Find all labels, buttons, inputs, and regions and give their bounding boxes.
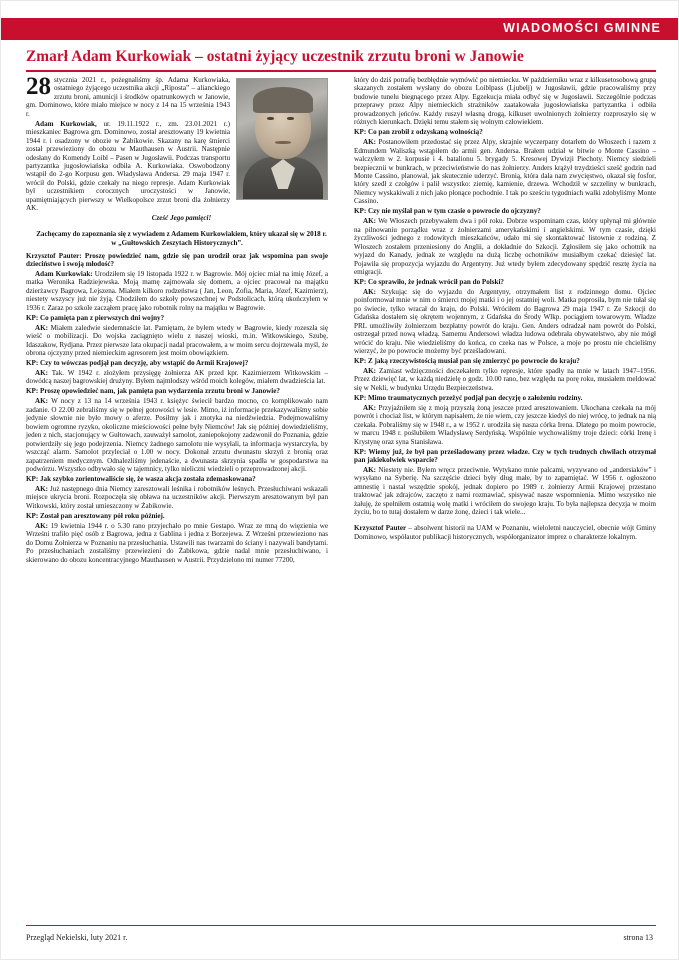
section-title: WIADOMOŚCI GMINNE (503, 21, 661, 35)
answer-text: Urodziłem się 19 listopada 1922 r. w Bagrowie. Mój ojciec miał na imię Józef, a matka Weronika Radziejewska. Moją mamę zajmowała się domem, a ojciec pracował na majątku dzierżawcy Bagrowa, Lejszena. Miałem kilkoro rodzeństwa ( Jan, Leon, Zofia, Maria, Józef, Kazimierz), niestety wszyscy już nie żyją. Chodziłem do szkoły powszechnej w Podstolicach, którą ukończyłem w 1936 r. Zaraz po szkole zacząłem pracę jako robotnik rolny na majątku w Bagrowie. (26, 270, 328, 312)
memorial-line: Cześć Jego pamięci! (151, 214, 212, 223)
author-name: Krzysztof Pauter (354, 524, 407, 533)
answer-speaker: AK: (363, 217, 377, 226)
answer-text: Przyjaźniłem się z moją przyszłą żoną jeszcze przed aresztowaniem. Ukochana czekała na mój powrót i chociaż list, w którym napisałem, że nie wiem, czy jeszcze kiedyś do niej wrócę, to jednak na nią czekała. Pobraliśmy się w 1948 r., a w 1952 r. urodziła się nasza córka Irena. Dlatego po moim powrocie, w marcu 1948 r. poślubiłem Władysławę Serdyńską. Wspólnie wychowaliśmy troje dzieci: córki Irenę i Krystynę oraz syna Stanisława. (354, 403, 656, 446)
question: KP: Z jaką rzeczywistością musiał pan się zmierzyć po powrocie do kraju? (354, 357, 580, 365)
answer-speaker: AK: (35, 369, 49, 377)
question: KP: Co pamięta pan z pierwszych dni wojny? (26, 313, 165, 322)
answer (26, 522, 328, 564)
author-bio-text: – absolwent historii na UAM w Poznaniu, wieloletni nauczyciel, obecnie wójt Gminy Dominowo, współautor publikacji historycznych, współorganizator imprez o charakterze lokalnym. (354, 524, 656, 541)
answer (354, 367, 656, 392)
lead-text: stycznia 2021 r., pożegnaliśmy śp. Adama Kurkowiaka, ostatniego żyjącego uczestnika akcji „Riposta” – alianckiego zrzutu broni, amunicji i środków opatrunkowych w Janowie, gm. Dominowo, które miało miejsce w nocy z 14 na 15 września 1943 r. (26, 76, 230, 118)
left-column (26, 73, 328, 565)
answer (26, 270, 328, 312)
portrait-photo (236, 78, 328, 200)
answer (354, 466, 656, 517)
answer-text: 19 kwietnia 1944 r. o 5.30 rano przyjechało po mnie Gestapo. Wraz ze mną do więzienia we Wrześni trafiło pięć osób z Bagrowa, jedna z Gablina i jedna z Borzejewa. Z Wrześni przewieziono nas do Domu Żołnierza w Poznaniu na przesłuchania. Ustawili nas twarzami do ściany i nazywali bandytami. Po przesłuchaniach zostaliśmy przewiezieni do Żabikowa, gdzie nadal mnie przesłuchiwano, i skierowano do obozu koncentracyjnego Mauthausen w Austrii. Przydzielono mi numer 77200, (26, 521, 328, 564)
answer-speaker: AK: (363, 287, 377, 296)
question: KP: Co sprawiło, że jednak wrócił pan do Polski? (354, 277, 504, 286)
answer-speaker: Adam Kurkowiak: (35, 270, 93, 279)
answer (26, 324, 328, 358)
footer-divider (26, 925, 656, 926)
answer-text: W nocy z 13 na 14 września 1943 r. księżyc świecił bardzo mocno, co komplikowało nam zadanie. O 22.00 zebraliśmy się w pełnej gotowości w lesie. Mimo, iż informacje przekazywaliśmy sobie jedynie słownie nie było mowy o aferze. Posiłmy jak i znotyka na niedźwiedzia. Podejmowaliśmy bowiem ogromne ryzyko, okoliczne mieściowości pełne były Niemców! Jak się pόźniej dowiedzieliśmy, jeden z nich, stacjonujący w Gułtowach, zauważył samolot, zaniepokojony zadzwonił do Poznania, gdzie potwierdziły się jego podejrzenia. Niemcy żadnego samolotu nie wysyłali, ta informacja wystarczyła, by wszcząć alarm. Samolot przyleciał o 1.00 w nocy. Dokonał zrzutu dwunastu skrzyń z bronią oraz zapatrzeniem medycznym. Odnalezliśmy jedenaście, a dwunasta skrzynia spadła w gospodarstwa na podwórzu. Wszystko odbywało się w tajemnicy, tylko nieliczni wiedzieli o przeprowadzonej akcji. (26, 397, 328, 473)
answer-speaker: AK: (35, 484, 49, 493)
question: KP: Został pan aresztowany pół roku później. (26, 511, 165, 520)
answer (354, 217, 656, 276)
answer-text: Niestety nie. Byłem wręcz przeciwnie. Wytykano mnie palcami, wyzywano od „andersiaków” i wysyłano na Syberię. Na szczęście dzieci były dług małe, by to zapamiętać. W 1956 r. ogłoszono amnestię i nastał wszędzie spokój, jednak dopiero po 1989 r. żołnierzy Armii Krajowej przestano traktować jak zdrajców, zaczęto z nami rozmawiać, spisywać nasze wspomnienia. Mimo wszystko nie żałuję, że spełniłem ostatnią wolę matki i wróciłem do swojego kraju. To była najlepsza decyzja w moim życiu, bo to tutaj dostałem w darze żonę, dzieci i tak wiele... (354, 465, 656, 517)
answer-text: Szykując się do wyjazdu do Argentyny, otrzymałem list z rodzinnego domu. Ojciec poinformował mnie w nim o śmierci mojej matki i o jej ostatniej woli. Matka poprosiła, bym nie tułał się po świecie, tylko wracał do kraju, do Polski. Wróciłem do Bagrowa 29 maja 1947 r. Ze Szkocji do Gdańska dostałem się okrętem wojennym, z Gdańska do Środy Wlkp. pociągiem towarowym. Władze PRL umożliwiły żołnierzom bezpłatny powrót do kraju. Gen. Anders odradzał nam powrót do Polski, ostrzegał przed nową władzą. Samemu Andersowi władza ludowa odebrała obywatelstwo, aby nie mógł wrócić do kraju. Nie wiedzieliśmy do końca, co czeka nas w Polsce, a moje po prostu nie chcieliśmy wierzyć, że po powrocie możemy być prześladowani. (354, 287, 656, 356)
page-title: Zmarł Adam Kurkowiak – ostatni żyjący uczestnik zrzutu broni w Janowie (26, 48, 524, 65)
article-columns (26, 73, 656, 916)
right-column (354, 76, 656, 543)
answer-speaker: AK: (363, 366, 377, 375)
question: KP: Czy to wówczas podjął pan decyzję, aby wstąpić do Armii Krajowej? (26, 359, 249, 368)
answer-text: Już następnego dnia Niemcy zaresztowali leśnika i robotników leśnych. Przesłuchiwani wskazali miejsce ukrycia broni. Rozpoczęła się obława na uczestników akcji. Pierwszym aresztowanym był pan Witkowski, który został umieszczony w Żabikowie. (26, 484, 328, 510)
answer (354, 138, 656, 206)
answer-speaker: AK: (363, 138, 377, 147)
title-divider (26, 70, 656, 72)
footer-publication: Przegląd Nekielski, luty 2021 r. (26, 933, 128, 942)
answer-speaker: AK: (35, 521, 49, 530)
answer (26, 485, 328, 510)
question: Krzysztof Pauter: Proszę powiedzieć nam, gdzie się pan urodził oraz jak wspomina pan swoje dzieciństwo i swoją młodość? (26, 251, 328, 269)
header-band (0, 18, 679, 40)
question: KP: Czy nie myślał pan w tym czasie o powrocie do ojczyzny? (354, 207, 541, 216)
answer-speaker: AK: (363, 403, 377, 412)
question: KP: Wiemy już, że był pan prześladowany przez władze. Czy w tych trudnych chwilach otrzymał pan jakiekolwiek wsparcie? (354, 447, 656, 464)
question: KP: Proszę opowiedzieć nam, jak pamięta pan wydarzenia zrzutu broni w Janowie? (26, 387, 280, 396)
dropcap: 28 (26, 73, 51, 100)
question: KP: Mimo traumatycznych przeżyć podjął pan decyzję o założeniu rodziny. (354, 393, 583, 402)
answer (354, 288, 656, 356)
question: KP: Jak szybko zorientowaliście się, że wasza akcja została zdemaskowana? (26, 474, 256, 483)
answer-speaker: AK: (363, 465, 377, 474)
answer (354, 404, 656, 446)
continuation-paragraph: który do dziś potrafię bezbłędnie wymówić po niemiecku. W październiku wraz z kilkusetosobową grupą skazanych zostałem wysłany do obozu Loiblpass (Ljubelj) w Jugosławii, gdzie pracowaliśmy przy budowie tunelu biegnącego przez Alpy. Egzekucja miała odbyć się w Jugosławii. Szczególnie podczas przeprawy przez Alpy niemieckich strażników zaatakowała jugosłowiańska partyzantka i odbiła prowadzonych jeńców. Każdy ruszył własną drogą, kilkuset uwolnionych żołnierzy rozproszyło się w różnych kierunkach. Dzięki temu stałem się wolnym człowiekiem. (354, 76, 656, 127)
answer (26, 397, 328, 473)
question: KP: Co pan zrobił z odzyskaną wolnością? (354, 128, 483, 137)
answer-text: We Włoszech przebywałem dwa i pół roku. Dobrze wspominam czas, który upłynął mi głównie na pilnowaniu porządku wraz z żołnierzami amerykańskimi i angielskimi. W tym czasie, dzięki życzliwości jednego z rodowitych mieszkańców, udało mi się skontaktować listownie z rodziną. Z Włoszech zostałem przeniesiony do Anglii, a dokładnie do Szkocji. Zgłosiłem się jako ochotnik na wyjazd do Kanady, jednak ze względu na dużą liczbę ochotników musiałbym czekać dziesięć lat. Pojawiła się propozycja wyjazdu do Argentyny. Już wtedy byłem zdecydowany spędzić resztę życia na emigracji. (354, 217, 656, 276)
article-title-wrap (26, 48, 656, 66)
subject-name: Adam Kurkowiak, (35, 119, 97, 128)
author-bio (354, 524, 656, 541)
footer-page-number: strona 13 (623, 933, 653, 942)
answer-text: Tak. W 1942 r. złożyłem przysięgę żołnierza AK przed kpr. Kazimierzem Witkowskim – dowódcą naszej bagrowskiej drużyny. Byłem najmłodszy wśród moich kolegów, miałem dwadzieścia lat. (26, 369, 328, 386)
interview-intro: Zachęcamy do zapoznania się z wywiadem z Adamem Kurkowiakiem, który ukazał się w 2018 r. w „Gułtowskich Zeszytach Historycznych”. (36, 230, 327, 247)
answer-speaker: AK: (35, 397, 49, 406)
answer-speaker: AK: (35, 323, 49, 332)
answer-text: Miałem zaledwie siedemnaście lat. Pamiętam, że byłem wtedy w Bagrowie, kiedy rozeszła się wieść o mobilizacji. Do wojska zaciągnięto wielu z naszej wioski, m.in. Witkowskiego, Szubę, Idaszakow, Rydjana. Przez pierwsze lata okupacji nadal pracowałem, a w moim sercu dojrzewała myśl, że obrona ojczyzny przed niemieckim agresorem jest moim obowiązkiem. (26, 323, 328, 358)
bio-text: ur. 19.11.1922 r., zm. 23.01.2021 r.) mieszkaniec Bagrowa gm. Dominowo, został aresztowany 19 kwietnia 1944 r. i osadzony w obozie w Żabikowie. Skazany na karę śmierci został przewieziony do obozu w Mauthausen w Austrii. Następnie odesłany do Komendy Loibl – Pasen w Jugosławii. Podczas transportu partyzantka jugosłowiańska odbiła A. Kurkowiaka. Oswobodzony wstąpił do 2-go Korpusu gen. Władysława Andersa. 29 maja 1947 r. wrócił do Polski, gdzie czekały na niego represje. Adam Kurkowiak był uczestnikiem corocznych uroczystości w Janowie, upamiętniających pierwszy w Wielkopolsce zrzut broni dla żołnierzy AK. (26, 119, 230, 213)
answer (26, 369, 328, 386)
answer-text: Zamiast wdzięczności doczekałem tylko represje, które spadły na mnie w latach 1947–1956. Przez dziewięć lat, w każdą niedzielę o godz. 10.00 rano, bez względu na porę roku, musiałem meldować się w Nekli, w budynku Urzędu Bezpieczeństwa. (354, 366, 656, 392)
answer-text: Postanowiłem przedostać się przez Alpy, skrajnie wyczerpany dotarłem do Włoszech i razem z Edmundem Waliszką wstąpiłem do armii gen. Andersa. Brałem udział w bitwie o Monte Cassino – walczyłem w 2. korpusie i 4. batalionu 5. brygady 5. Kresowej Dywizji Piechoty. Niemcy siedzieli bezpiecznii w bunkrach, w przeciwieństwie do nas żołnierzy. Anders krążył trzydzieści sześć godzin nad Monte Cassino, planował, jak skutecznie uderzyć. Bronią, która dała nam zwycięstwo, okazał się fosfor, który szedł z czołgów i palił wszystko: ziemię, kamienie, drzewa. Wchodził w szczeliny w bunkrach, Niemcy wyskakiwali z nich jako płonące pochodnie. I tak po sześciu tygodniach walki zdobyliśmy Monte Cassino. (354, 138, 656, 206)
